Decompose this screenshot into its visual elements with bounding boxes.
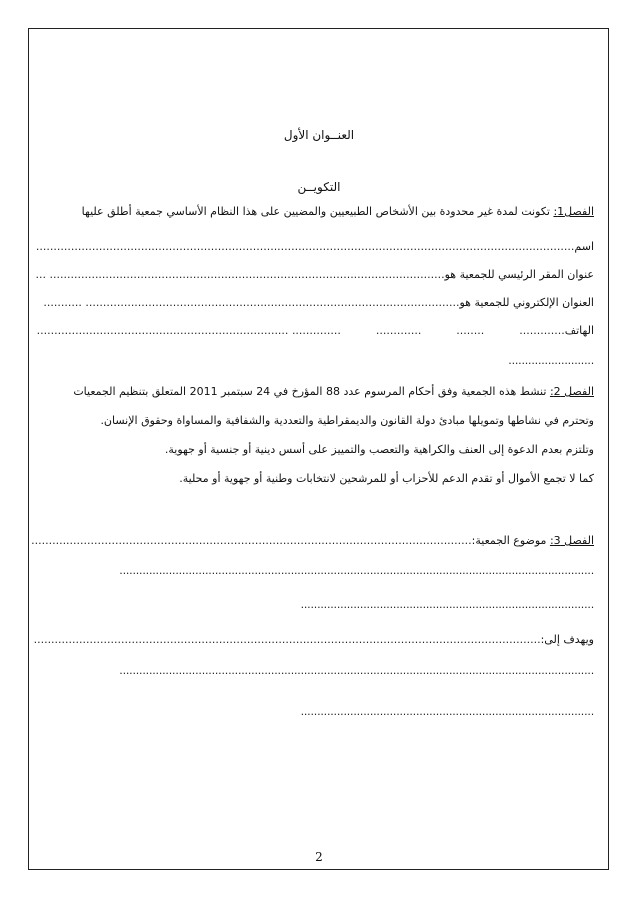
name-label: اسم bbox=[574, 240, 594, 253]
chapter2-line2: وتحترم في نشاطها وتمويلها مبادئ دولة القانون والديمقراطية والتعددية والشفافية والمساواة وحقوق الإنسان. bbox=[100, 414, 594, 427]
phone-dots-b: ............. bbox=[375, 324, 422, 337]
name-field-row bbox=[36, 240, 594, 253]
email-label: العنوان الإلكتروني للجمعية هو bbox=[459, 296, 594, 309]
goal-line2-dots: ................................................................................................................................................ bbox=[119, 664, 594, 677]
chapter2-label: الفصل 2: bbox=[549, 385, 594, 398]
subject-dots: .............................................................................................................................. bbox=[31, 534, 472, 547]
subject-label: موضوع الجمعية: bbox=[471, 534, 547, 547]
phone-dots-line2: .......................... bbox=[508, 354, 594, 367]
email-field-row bbox=[43, 296, 594, 309]
name-dots: .......................................................................................................................................................... bbox=[35, 240, 575, 253]
chapter2-text: تنشط هذه الجمعية وفق أحكام المرسوم عدد 88 المؤرخ في 24 سبتمبر 2011 المتعلق بتنظيم الجمعيات bbox=[73, 385, 547, 398]
goal-line3 bbox=[301, 705, 594, 718]
phone-label: الهاتف bbox=[564, 324, 594, 337]
page-number: 2 bbox=[315, 850, 323, 864]
goal-row bbox=[34, 633, 594, 646]
hq-dots-extra: ... bbox=[35, 268, 46, 281]
chapter1-paragraph bbox=[82, 205, 594, 218]
phone-dots-e: ........................................................................ bbox=[36, 324, 289, 337]
hq-dots: ................................................................................................................. bbox=[49, 268, 445, 281]
goal-line2 bbox=[119, 664, 594, 677]
subject-line3-dots: ......................................................................................... bbox=[300, 598, 594, 611]
phone-dots-a: ............. bbox=[519, 324, 565, 337]
chapter2-paragraph bbox=[73, 385, 594, 398]
goal-line3-dots: ......................................................................................... bbox=[300, 705, 594, 718]
hq-label: عنوان المقر الرئيسي للجمعية هو bbox=[444, 268, 594, 281]
phone-field-row bbox=[37, 324, 594, 337]
document-title: العنــوان الأول bbox=[283, 128, 355, 142]
chapter2-line4: كما لا تجمع الأموال أو تقدم الدعم للأحزاب أو للمرشحين لانتخابات وطنية أو جهوية أو محلية. bbox=[179, 472, 594, 485]
email-dots: ........................................................................................................... bbox=[85, 296, 460, 309]
subject-line3 bbox=[301, 598, 594, 611]
chapter1-label: الفصل1: bbox=[553, 205, 594, 218]
chapter2-line3: وتلتزم بعدم الدعوة إلى العنف والكراهية والتعصب والتمييز على أسس دينية أو جنسية أو جهوية. bbox=[164, 443, 594, 456]
chapter1-text: تكونت لمدة غير محدودة بين الأشخاص الطبيعيين والمضيين على هذا النظام الأساسي جمعية أطلق عليها bbox=[81, 205, 550, 218]
chapter3-subject-row bbox=[31, 534, 594, 547]
subject-line2-dots: ................................................................................................................................................ bbox=[119, 564, 594, 577]
phone-dots-d: .............. bbox=[291, 324, 341, 337]
email-dots-extra: ........... bbox=[43, 296, 82, 309]
phone-continuation-row bbox=[508, 354, 594, 367]
hq-field-row bbox=[35, 268, 594, 281]
subject-line2 bbox=[119, 564, 594, 577]
document-subtitle: التكويــن bbox=[297, 180, 341, 194]
chapter3-label: الفصل 3: bbox=[549, 534, 594, 547]
phone-dots-c: ........ bbox=[456, 324, 485, 337]
goal-dots: ................................................................................................................................................. bbox=[33, 633, 541, 646]
goal-label: ويهدف إلى: bbox=[540, 633, 594, 646]
